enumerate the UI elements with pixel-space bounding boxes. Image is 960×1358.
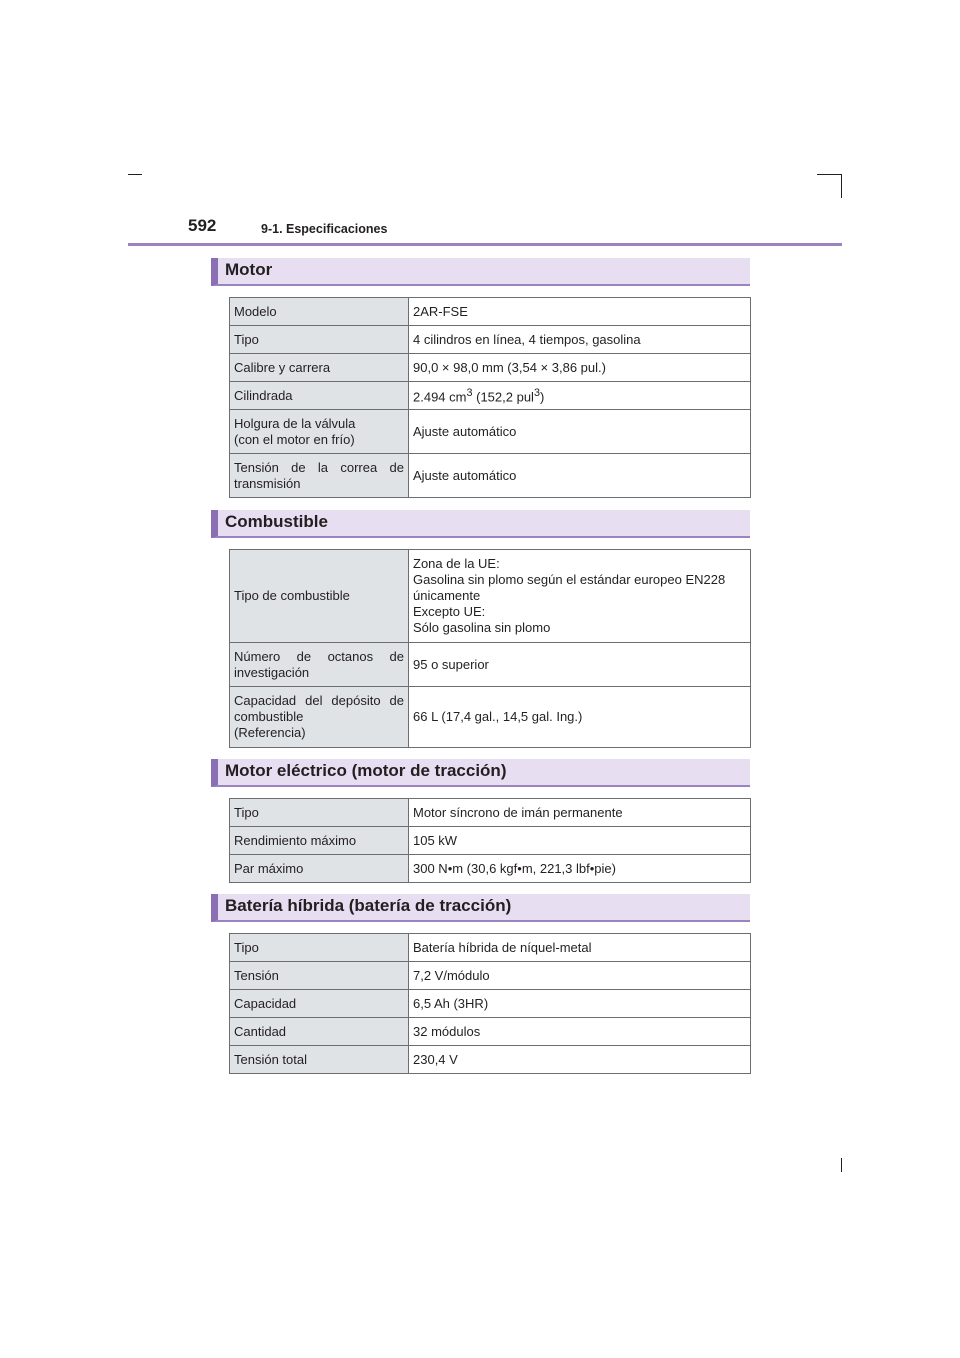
- section-title: Motor eléctrico (motor de tracción): [225, 761, 507, 780]
- table-row: [230, 550, 751, 643]
- spec-label: Capacidad: [230, 990, 409, 1018]
- spec-value: 2AR-FSE: [409, 298, 751, 326]
- crop-mark-bottom-right: [841, 1158, 842, 1172]
- spec-value: Zona de la UE: Gasolina sin plomo según el estándar europeo EN228 únicamente Excepto UE: Sólo gasolina sin plomo: [409, 550, 751, 643]
- spec-value: 6,5 Ah (3HR): [409, 990, 751, 1018]
- superscript: 3: [533, 387, 540, 400]
- page-header: [128, 214, 842, 246]
- superscript: 3: [466, 387, 473, 400]
- crop-mark-top-right-v: [841, 174, 842, 198]
- closing-paren: ): [539, 389, 545, 405]
- spec-label: Cantidad: [230, 1018, 409, 1046]
- spec-value: 66 L (17,4 gal., 14,5 gal. Ing.): [409, 687, 751, 748]
- spec-label: Tensión total: [230, 1046, 409, 1074]
- spec-label: Tipo de combustible: [230, 550, 409, 643]
- header-rule: [128, 243, 842, 246]
- table-row: [230, 410, 751, 454]
- table-row: [230, 382, 751, 410]
- spec-value: Ajuste automático: [409, 410, 751, 454]
- table-row: [230, 1018, 751, 1046]
- table-row: [230, 827, 751, 855]
- spec-label: Rendimiento máximo: [230, 827, 409, 855]
- chapter-title: 9-1. Especificaciones: [261, 222, 388, 236]
- spec-label: Número de octanos de investigación: [230, 643, 409, 687]
- table-row: [230, 1046, 751, 1074]
- spec-label: Tensión de la correa de transmisión: [230, 454, 409, 498]
- spec-label: Capacidad del depósito de combustible (Referencia): [230, 687, 409, 748]
- table-row: [230, 855, 751, 883]
- table-row: [230, 962, 751, 990]
- table-row: [230, 687, 751, 748]
- fuel-spec-table: [229, 549, 751, 748]
- section-heading-combustible: [211, 510, 750, 538]
- spec-value: Motor síncrono de imán permanente: [409, 799, 751, 827]
- spec-value: 95 o superior: [409, 643, 751, 687]
- spec-label: Modelo: [230, 298, 409, 326]
- hybrid-battery-spec-table: [229, 933, 751, 1074]
- spec-value: 300 N•m (30,6 kgf•m, 221,3 lbf•pie): [409, 855, 751, 883]
- section-heading-motor: [211, 258, 750, 286]
- electric-motor-spec-table: [229, 798, 751, 883]
- table-row: [230, 799, 751, 827]
- crop-mark-top-right-h: [817, 174, 842, 175]
- spec-label: Tipo: [230, 799, 409, 827]
- section-heading-hybrid-battery: [211, 894, 750, 922]
- spec-value: Ajuste automático: [409, 454, 751, 498]
- spec-value: 90,0 × 98,0 mm (3,54 × 3,86 pul.): [409, 354, 751, 382]
- section-title: Motor: [225, 260, 273, 279]
- displacement-value: 2.494 cm: [413, 389, 467, 405]
- table-row: [230, 326, 751, 354]
- spec-label: Calibre y carrera: [230, 354, 409, 382]
- spec-value: 230,4 V: [409, 1046, 751, 1074]
- motor-spec-table: [229, 297, 751, 498]
- section-heading-electric-motor: [211, 759, 750, 787]
- table-row: [230, 643, 751, 687]
- table-row: [230, 990, 751, 1018]
- table-row: [230, 934, 751, 962]
- spec-label: Par máximo: [230, 855, 409, 883]
- spec-label: Cilindrada: [230, 382, 409, 410]
- spec-value: Batería híbrida de níquel-metal: [409, 934, 751, 962]
- spec-label: Holgura de la válvula (con el motor en frío): [230, 410, 409, 454]
- section-title: Combustible: [225, 512, 328, 531]
- table-row: [230, 354, 751, 382]
- page-number: 592: [188, 216, 217, 235]
- section-title: Batería híbrida (batería de tracción): [225, 896, 512, 915]
- spec-label: Tensión: [230, 962, 409, 990]
- spec-label: Tipo: [230, 934, 409, 962]
- table-row: [230, 298, 751, 326]
- table-row: [230, 454, 751, 498]
- crop-mark-top-left: [128, 174, 142, 175]
- spec-value: 32 módulos: [409, 1018, 751, 1046]
- spec-value: 4 cilindros en línea, 4 tiempos, gasolina: [409, 326, 751, 354]
- spec-label: Tipo: [230, 326, 409, 354]
- spec-value: 105 kW: [409, 827, 751, 855]
- spec-value: [409, 382, 751, 410]
- spec-value: 7,2 V/módulo: [409, 962, 751, 990]
- displacement-imperial: (152,2 pul: [472, 389, 534, 405]
